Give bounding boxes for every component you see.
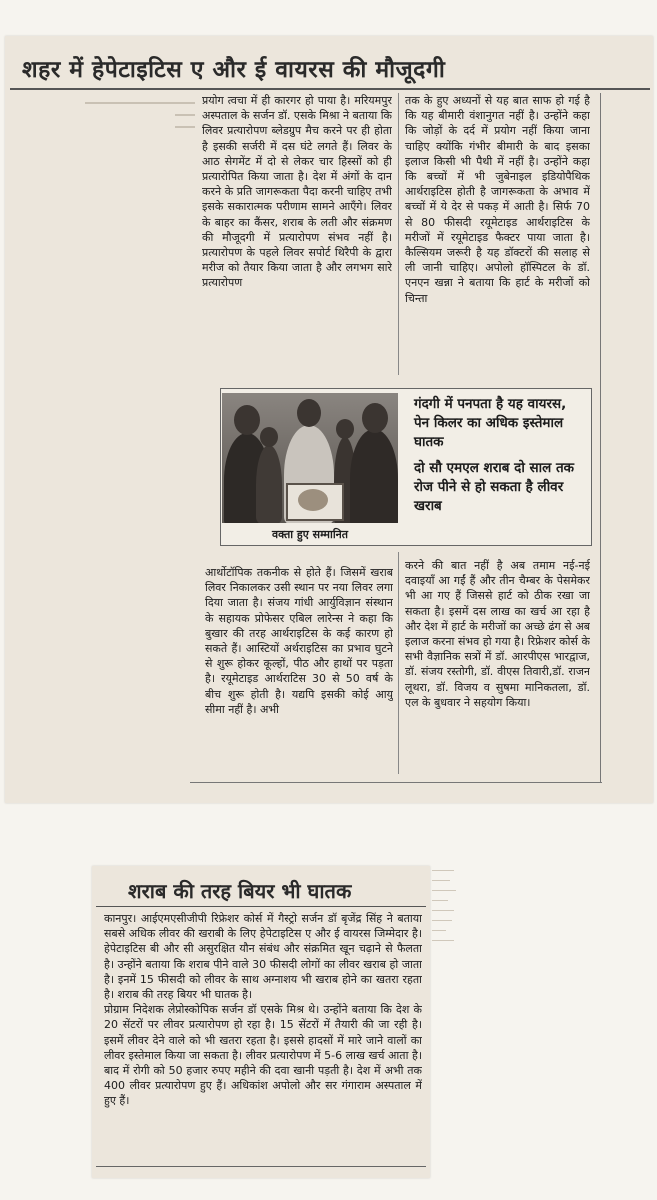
pull-quote-2: दो सौ एमएल शराब दो साल तक रोज पीने से हो सकता है लीवर खराब <box>414 460 575 514</box>
right-border-rule <box>600 93 601 783</box>
top-article-column-1 <box>202 93 392 353</box>
bottom-article-headline: शराब की तरह बियर भी घातक <box>128 879 352 903</box>
column-divider <box>398 552 399 774</box>
headline-rule <box>10 88 650 90</box>
photo-caption: वक्ता हुए सम्मानित <box>271 528 349 541</box>
faded-previous-column <box>60 92 195 142</box>
pull-quote-1: गंदगी में पनपता है यह वायरस, पेन किलर का अधिक इस्तेमाल घातक <box>414 396 567 450</box>
column-2-text: तक के हुए अध्यनों से यह बात साफ हो गई है कि यह बीमारी वंशानुगत नहीं है। उन्होंने कहा कि जोड़ों के दर्द में प्रयोग नहीं किया जाना चाहिए क्योंकि गंभीर बीमारी के बाद इसका इलाज किसी भी पैथी में नहीं है। उन्होंने कहा कि बच्चों में भी जुबेनाइल इडियोपैथिक आर्थराइटिस होती है जागरूकता के अभाव में बच्चों में ये देर से पकड़ में आती है। सिर्फ 70 से 80 फीसदी रयूमेटाइड आर्थराइटिस के मरीजों में रयूमेटाइड फैक्टर पाया जाता है। कैल्सियम जरूरी है यह डॉक्टरों की सलाह से ली जानी चाहिए। अपोलो हॉस्पिटल के डॉ. एनएन खन्ना ने बताया कि हार्ट के मरीजों को चिन्ता <box>405 94 590 305</box>
bottom-article-paragraph-2: प्रोग्राम निदेशक लेप्रोस्कोपिक सर्जन डॉ एसके मिश्र थे। उन्होंने बताया कि देश के 20 सेंटरों पर लीवर प्रत्यारोपण हो रहा है। 15 सेंटरों में तैयारी की जा रही है। इसमें लीवर देने वाले को भी खतरा रहता है। इससे हादसों में मारे जाने वालों का लीवर इस्तेमाल किया जा सकता है। लीवर प्रत्यारोपण में 5-6 लाख खर्च आता है। बाद में रोगी को 50 हजार रुपए महीने की दवा खानी पड़ती है। देश में अभी तक 400 लीवर प्रत्यारोपण हुए हैं। अधिकांश अपोलो और सर गंगाराम अस्पताल में हुए हैं। <box>104 1003 422 1108</box>
top-article-column-4 <box>405 558 590 773</box>
article-end-rule <box>96 1166 426 1167</box>
bottom-article-body <box>104 911 422 1166</box>
faded-margin-text <box>432 870 460 1070</box>
top-article-column-3 <box>205 565 393 773</box>
column-4-text: करने की बात नहीं है अब तमाम नई-नई दवाइयाँ आ गईं हैं और तीन चैम्बर के पेसमेकर भी आ गए हैं जिससे हार्ट को ठीक रखा जा सकता है। इसमें दस लाख का खर्च आ रहा है और देश में हार्ट के मरीजों का अच्छे ढंग से अब इलाज करना संभव हो गया है। रिफ्रेशर कोर्स के सभी वैज्ञानिक सत्रों में डॉ. आरपीएस भारद्वाज, डॉ. संजय रस्तोगी, डॉ. वीएस तिवारी,डॉ. राजन लूथरा, डॉ. विजय व सुषमा मानिकतला, डॉ. एल के बुधवार ने सहयोग किया। <box>405 559 590 709</box>
award-ceremony-photo <box>222 393 398 523</box>
bottom-article-paragraph-1: कानपुर। आईएमएसीजीपी रिफ्रेशर कोर्स में गैस्ट्रो सर्जन डॉ बृजेंद्र सिंह ने बताया सबसे अधिक लीवर की खराबी के लिए हेपेटाइटिस ए और ई वायरस जिम्मेदार है। हेपेटाइटिस बी और सी असुरक्षित यौन संबंध और संक्रमित खून चढ़ाने से फैलता है। उन्होंने बताया कि शराब पीने वाले 30 फीसदी लोगों का लीवर खराब हो जाता है। इनमें 15 फीसदी को लीवर के साथ अग्नाशय भी खराब होने का खतरा रहता है। शराब की तरह बियर भी घातक है। <box>104 912 422 1002</box>
column-divider <box>398 93 399 375</box>
pull-quote-block <box>414 395 586 523</box>
headline-rule <box>96 906 426 907</box>
column-3-text: आर्थोटॉपिक तकनीक से होते हैं। जिसमें खराब लिवर निकालकर उसी स्थान पर नया लिवर लगा दिया जाता है। संजय गांधी आर्युविज्ञान संस्थान के सहायक प्रोफेसर एबिल लारेन्स ने कहा कि बुखार की तरह आर्थराइटिस के कई कारण हो सकते हैं। आस्टियों अर्थराइटिस का प्रभाव घुटने से शुरू होकर कूल्हों, पीठ और हाथों पर पड़ता है। रयूमेटाइड आर्थराटिस 30 से 50 वर्ष के बीच शुरू होती है। यद्यपि इसकी कोई आयु सीमा नहीं है। अभी <box>205 566 393 716</box>
top-article-headline: शहर में हेपेटाइटिस ए और ई वायरस की मौजूदगी <box>22 57 446 83</box>
top-article-column-2 <box>405 93 590 368</box>
column-1-text: प्रयोग त्वचा में ही कारगर हो पाया है। मरियमपुर अस्पताल के सर्जन डॉ. एसके मिश्रा ने बताया कि लिवर प्रत्यारोपण ब्लेडग्रुप मैच करने पर ही होता है इसकी सर्जरी में दस घंटे लगते हैं। लिवर के आठ सेगमेंट में दो से लेकर चार हिस्सों को ही प्रत्यारोपित किया जाता है। देश में अंगों के दान करने के प्रति जागरूकता पैदा करनी चाहिए तभी इसके सकारात्मक परीणाम सामने आएँगे। लिवर के बाहर का कैंसर, शराब के लती और संक्रमण की मौजूदगी में प्रत्यारोपण संभव नहीं है। प्रत्यारोपण के पहले लिवर सपोर्ट थिरैपी के द्वारा मरीज को तैयार किया जाता है और लगभग सारे प्रत्यारोपण <box>202 94 392 290</box>
bottom-border-rule <box>190 782 602 783</box>
